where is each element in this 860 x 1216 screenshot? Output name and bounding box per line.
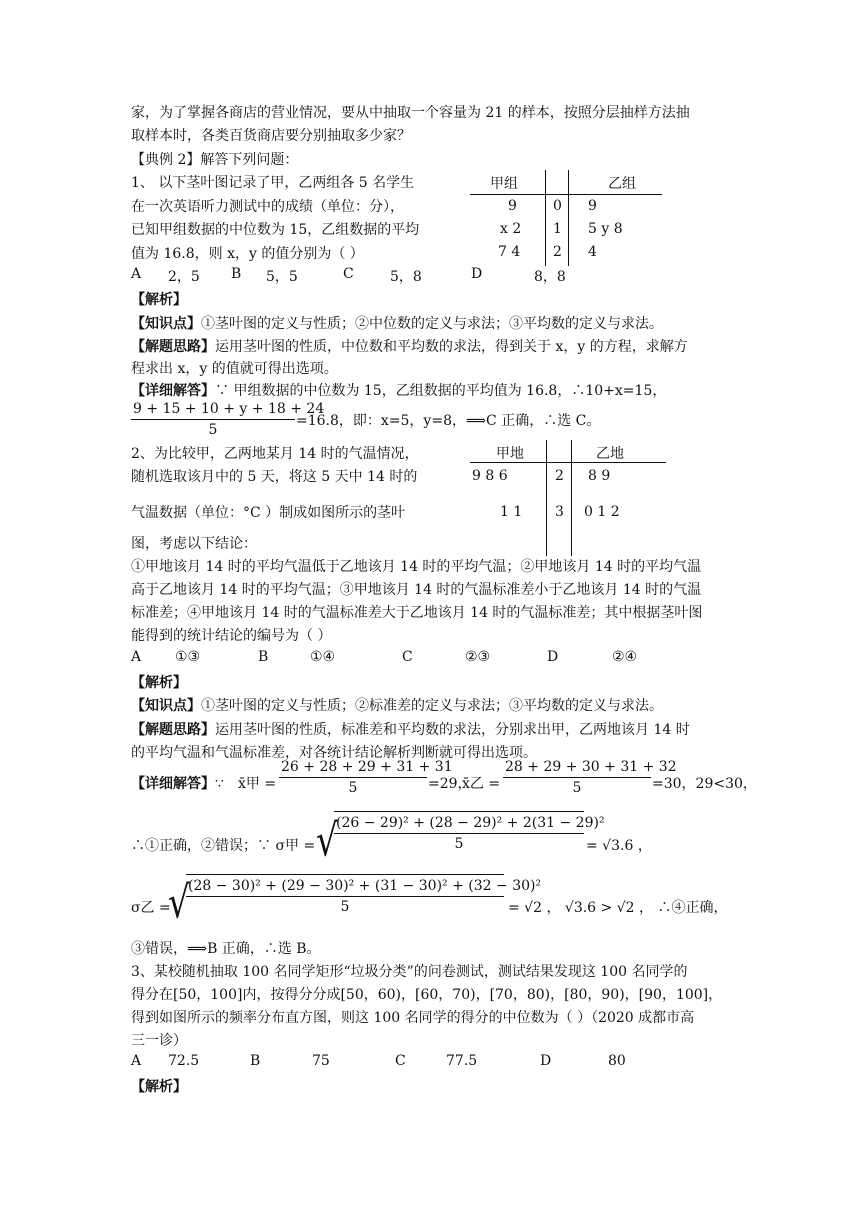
option-label: B bbox=[258, 649, 269, 665]
knowledge-point bbox=[131, 695, 663, 717]
option-label: A bbox=[131, 266, 142, 282]
mean-symbol: x̄甲 = bbox=[238, 776, 277, 792]
option-label: C bbox=[343, 266, 354, 282]
detailed-solution bbox=[131, 773, 224, 795]
question-3-text: 三一诊） bbox=[131, 1033, 187, 1049]
question-2-text: 气温数据（单位：°C ）制成如图所示的茎叶 bbox=[131, 505, 406, 521]
solution-approach bbox=[131, 719, 690, 741]
question-3-text: 得分在[50，100]内，按得分分成[50，60)，[60，70)，[70，80)，[80，90)，[90，100]， bbox=[131, 987, 723, 1003]
fraction-bar bbox=[186, 896, 504, 897]
option-value: 2，5 bbox=[168, 269, 200, 285]
fraction-denominator: 5 bbox=[208, 422, 218, 438]
stem-divider bbox=[571, 440, 572, 556]
question-3-text: 得到如图所示的频率分布直方图，则这 100 名同学的得分的中位数为（ ）（2020 成都市高 bbox=[131, 1010, 695, 1026]
knowledge-point bbox=[131, 313, 663, 335]
fraction-mean bbox=[503, 759, 677, 796]
section-label: 【知识点】 bbox=[131, 698, 201, 714]
question-1-text: 已知甲组数据的中位数为 15，乙组数据的平均 bbox=[131, 222, 420, 238]
leaf-right: 0 1 2 bbox=[584, 504, 620, 520]
stem-value: 0 bbox=[553, 198, 562, 214]
analysis-heading: 【解析】 bbox=[131, 675, 187, 691]
stem-head-left: 甲地 bbox=[496, 446, 524, 462]
question-2-text: ①甲地该月 14 时的平均气温低于乙地该月 14 时的平均气温；②甲地该月 14 时的平均气温 bbox=[131, 559, 702, 575]
question-2-text: 高于乙地该月 14 时的平均气温；③甲地该月 14 时的气温标准差小于乙地该月 14 时的气温 bbox=[131, 582, 702, 598]
leaf-right: 8 9 bbox=[588, 468, 611, 484]
leaf-left: 9 8 6 bbox=[472, 468, 508, 484]
question-1-text: 1、 以下茎叶图记录了甲，乙两组各 5 名学生 bbox=[131, 175, 415, 191]
section-text: ∵ 甲组数据的中位数为 15，乙组数据的平均值为 16.8，∴10+x=15， bbox=[215, 383, 667, 399]
text-line: =30，29<30， bbox=[652, 776, 757, 792]
analysis-heading: 【解析】 bbox=[131, 1079, 187, 1095]
option-value: 77.5 bbox=[446, 1053, 478, 1069]
fraction-denominator: 5 bbox=[572, 780, 582, 796]
stem-divider bbox=[568, 170, 569, 266]
question-2-text: 标准差；④甲地该月 14 时的气温标准差大于乙地该月 14 时的气温标准差；其中根据茎叶图 bbox=[131, 605, 703, 621]
stem-head-left: 甲组 bbox=[490, 176, 518, 192]
option-value: 8，8 bbox=[534, 269, 566, 285]
question-2-text: 随机选取该月中的 5 天，将这 5 天中 14 时的 bbox=[131, 469, 418, 485]
stem-header-rule bbox=[470, 194, 662, 195]
question-2-text: 2、为比较甲，乙两地某月 14 时的气温情况， bbox=[131, 446, 419, 462]
stem-head-right: 乙地 bbox=[596, 446, 624, 462]
section-label: 【详细解答】 bbox=[131, 776, 215, 792]
section-label: 【解题思路】 bbox=[131, 339, 215, 355]
option-label: A bbox=[131, 649, 142, 665]
sqrt-sign: √ bbox=[168, 877, 190, 929]
section-text: ∵ bbox=[215, 776, 224, 792]
option-label: C bbox=[402, 649, 413, 665]
fraction-numerator: 28 + 29 + 30 + 31 + 32 bbox=[505, 759, 677, 775]
text-line: ③错误，⟹B 正确，∴选 B。 bbox=[131, 941, 321, 957]
leaf-right: 9 bbox=[588, 198, 597, 214]
text-line: = √2 ， √3.6 > √2 ， ∴④正确， bbox=[508, 900, 728, 916]
option-label: D bbox=[547, 649, 559, 665]
option-value: ①③ bbox=[175, 649, 201, 665]
stem-head-right: 乙组 bbox=[608, 176, 636, 192]
stem-value: 1 bbox=[553, 221, 562, 237]
fraction-denominator: 5 bbox=[348, 780, 358, 796]
text-line: ∴①正确，②错误；∵ σ甲 = bbox=[131, 838, 316, 854]
question-1-text: 在一次英语听力测试中的成绩（单位：分）， bbox=[131, 199, 404, 215]
sqrt-bar bbox=[186, 874, 504, 875]
option-value: 80 bbox=[608, 1053, 626, 1069]
text-line: 取样本时，各类百货商店要分别抽取多少家？ bbox=[131, 128, 411, 144]
question-2-text: 图，考虑以下结论： bbox=[131, 536, 257, 552]
section-text: ①茎叶图的定义与性质；②标准差的定义与求法；③平均数的定义与求法。 bbox=[201, 698, 663, 714]
leaf-left: 9 bbox=[508, 198, 517, 214]
fraction-bar bbox=[503, 777, 651, 778]
stem-header-rule bbox=[470, 462, 666, 463]
fraction-bar bbox=[131, 419, 295, 420]
section-label: 【知识点】 bbox=[131, 316, 201, 332]
question-3-text: 3、某校随机抽取 100 名同学矩形“垃圾分类”的问卷测试，测试结果发现这 100 名同学的 bbox=[131, 964, 688, 980]
section-label: 【解题思路】 bbox=[131, 722, 215, 738]
fraction-numerator: (28 − 30)² + (29 − 30)² + (31 − 30)² + (32 − 30)² bbox=[188, 878, 542, 894]
option-value: ②④ bbox=[612, 649, 638, 665]
option-value: 5，5 bbox=[266, 269, 298, 285]
fraction-numerator: (26 − 29)² + (28 − 29)² + 2(31 − 29)² bbox=[336, 815, 605, 831]
fraction-bar bbox=[279, 777, 427, 778]
text-line: =29， bbox=[428, 776, 472, 792]
sigma-symbol: σ乙 = bbox=[131, 900, 171, 916]
sqrt-sign: √ bbox=[316, 815, 338, 867]
option-value: 5，8 bbox=[390, 269, 422, 285]
option-label: B bbox=[250, 1053, 261, 1069]
analysis-heading: 【解析】 bbox=[131, 292, 187, 308]
fraction-numerator: 26 + 28 + 29 + 31 + 31 bbox=[281, 759, 453, 775]
fraction-denominator: 5 bbox=[340, 899, 350, 915]
example-heading: 【典例 2】解答下列问题： bbox=[131, 152, 299, 168]
stem-value: 2 bbox=[555, 468, 564, 484]
section-text: ①茎叶图的定义与性质；②中位数的定义与求法；③平均数的定义与求法。 bbox=[201, 316, 663, 332]
question-2-text: 能得到的统计结论的编号为（ ） bbox=[131, 628, 332, 644]
solution-approach: 的平均气温和气温标准差，对各统计结论解析判断就可得出选项。 bbox=[131, 745, 537, 761]
text-line: = √3.6 ， bbox=[586, 838, 652, 854]
question-1-text: 值为 16.8，则 x，y 的值分别为（ ） bbox=[131, 246, 364, 262]
fraction-mean bbox=[131, 401, 325, 438]
leaf-left: x 2 bbox=[500, 221, 522, 237]
option-label: A bbox=[131, 1053, 142, 1069]
section-text: 运用茎叶图的性质，标准差和平均数的求法，分别求出甲，乙两地该月 14 时 bbox=[215, 722, 690, 738]
option-label: C bbox=[395, 1053, 406, 1069]
sqrt-bar bbox=[334, 811, 584, 812]
leaf-left: 1 1 bbox=[500, 504, 523, 520]
text-line: =16.8，即：x=5，y=8，⟹C 正确，∴选 C。 bbox=[296, 413, 601, 429]
stem-divider bbox=[545, 170, 546, 266]
detailed-solution bbox=[131, 380, 666, 402]
option-value: 72.5 bbox=[168, 1053, 200, 1069]
fraction-variance bbox=[334, 815, 605, 852]
option-value: ②③ bbox=[465, 649, 491, 665]
mean-symbol: x̄乙 = bbox=[462, 776, 501, 792]
fraction-denominator: 5 bbox=[454, 836, 464, 852]
option-value: ①④ bbox=[310, 649, 336, 665]
fraction-mean bbox=[279, 759, 453, 796]
option-label: D bbox=[540, 1053, 552, 1069]
leaf-right: 5 y 8 bbox=[588, 221, 623, 237]
fraction-variance bbox=[186, 878, 542, 915]
stem-value: 2 bbox=[553, 244, 562, 260]
solution-approach: 程求出 x，y 的值就可得出选项。 bbox=[131, 361, 338, 377]
option-value: 75 bbox=[312, 1053, 330, 1069]
option-label: B bbox=[231, 266, 242, 282]
fraction-numerator: 9 + 15 + 10 + y + 18 + 24 bbox=[133, 401, 325, 417]
solution-approach bbox=[131, 336, 688, 358]
section-text: 运用茎叶图的性质，中位数和平均数的求法，得到关于 x，y 的方程，求解方 bbox=[215, 339, 688, 355]
option-label: D bbox=[471, 266, 483, 282]
leaf-right: 4 bbox=[588, 244, 597, 260]
stem-divider bbox=[546, 440, 547, 556]
text-line: 家，为了掌握各商店的营业情况，要从中抽取一个容量为 21 的样本，按照分层抽样方法抽 bbox=[131, 105, 690, 121]
stem-value: 3 bbox=[555, 504, 564, 520]
leaf-left: 7 4 bbox=[498, 244, 521, 260]
section-label: 【详细解答】 bbox=[131, 383, 215, 399]
fraction-bar bbox=[334, 833, 584, 834]
